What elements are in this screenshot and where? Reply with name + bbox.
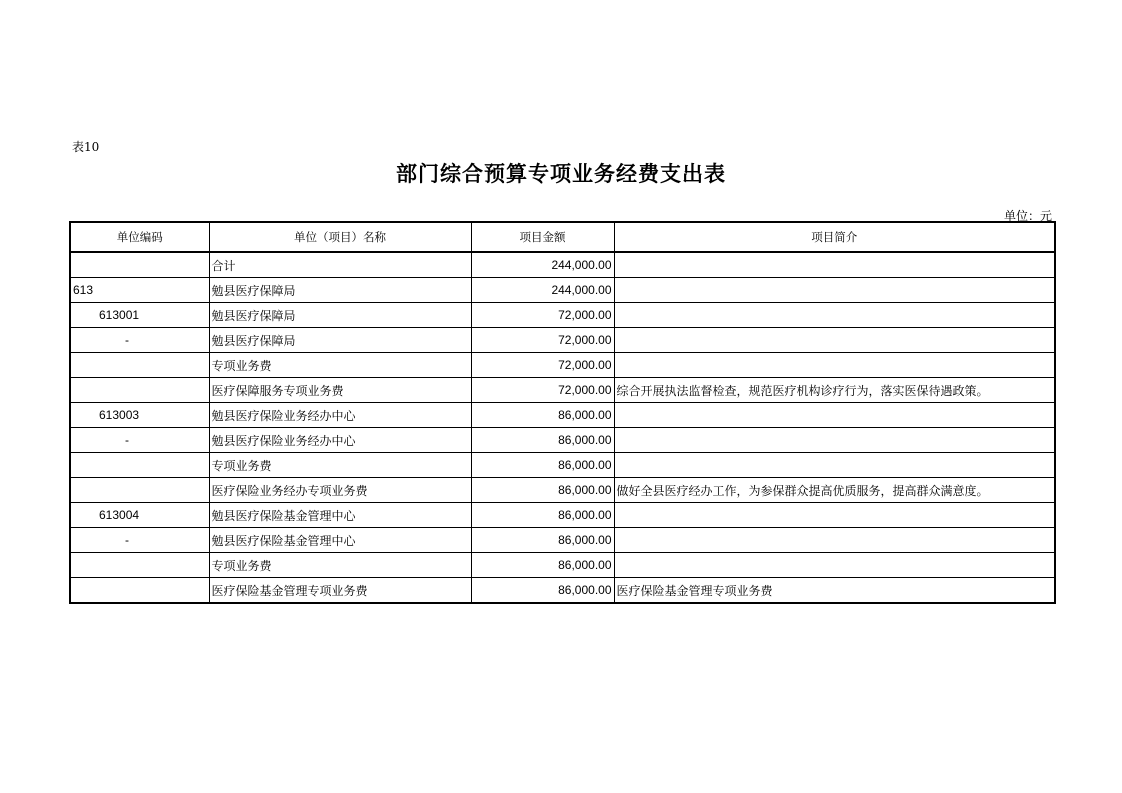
cell-amount: 72,000.00 bbox=[471, 353, 614, 378]
cell-unit-code: 613001 bbox=[70, 303, 209, 328]
page-title: 部门综合预算专项业务经费支出表 bbox=[396, 161, 726, 186]
table-label: 表10 bbox=[72, 140, 100, 154]
cell-description bbox=[614, 453, 1055, 478]
cell-unit-name: 勉县医疗保险业务经办中心 bbox=[209, 428, 471, 453]
table-row bbox=[70, 578, 1055, 604]
cell-unit-code bbox=[70, 553, 209, 578]
cell-unit-name: 专项业务费 bbox=[209, 553, 471, 578]
unit-label: 单位：元 bbox=[1003, 209, 1052, 223]
cell-unit-name: 勉县医疗保障局 bbox=[209, 278, 471, 303]
cell-unit-code bbox=[70, 453, 209, 478]
cell-unit-name: 勉县医疗保险基金管理中心 bbox=[209, 503, 471, 528]
cell-amount: 72,000.00 bbox=[471, 328, 614, 353]
cell-unit-name: 专项业务费 bbox=[209, 453, 471, 478]
column-header-description: 项目简介 bbox=[614, 222, 1055, 252]
column-header-unit-code: 单位编码 bbox=[70, 222, 209, 252]
cell-description bbox=[614, 503, 1055, 528]
table-row bbox=[70, 378, 1055, 403]
cell-unit-code bbox=[70, 353, 209, 378]
cell-description bbox=[614, 278, 1055, 303]
table-row bbox=[70, 403, 1055, 428]
cell-amount: 244,000.00 bbox=[471, 278, 614, 303]
table-row bbox=[70, 453, 1055, 478]
cell-amount: 86,000.00 bbox=[471, 453, 614, 478]
table-row bbox=[70, 252, 1055, 278]
cell-unit-code: 613 bbox=[70, 278, 209, 303]
cell-unit-name: 勉县医疗保障局 bbox=[209, 303, 471, 328]
cell-amount: 244,000.00 bbox=[471, 252, 614, 278]
table-row bbox=[70, 428, 1055, 453]
column-header-amount: 项目金额 bbox=[471, 222, 614, 252]
table-row bbox=[70, 303, 1055, 328]
cell-amount: 86,000.00 bbox=[471, 478, 614, 503]
cell-description bbox=[614, 403, 1055, 428]
table-row bbox=[70, 353, 1055, 378]
cell-description: 医疗保险基金管理专项业务费 bbox=[614, 578, 1055, 604]
cell-unit-code bbox=[70, 478, 209, 503]
cell-unit-code bbox=[70, 252, 209, 278]
table-row bbox=[70, 528, 1055, 553]
cell-unit-name: 勉县医疗保障局 bbox=[209, 328, 471, 353]
cell-description bbox=[614, 553, 1055, 578]
cell-description bbox=[614, 428, 1055, 453]
cell-unit-code: - bbox=[70, 328, 209, 353]
cell-description bbox=[614, 353, 1055, 378]
cell-unit-name: 合计 bbox=[209, 252, 471, 278]
table-row bbox=[70, 478, 1055, 503]
cell-unit-name: 医疗保险基金管理专项业务费 bbox=[209, 578, 471, 604]
cell-amount: 72,000.00 bbox=[471, 303, 614, 328]
table-row bbox=[70, 503, 1055, 528]
cell-description: 做好全县医疗经办工作，为参保群众提高优质服务，提高群众满意度。 bbox=[614, 478, 1055, 503]
table-row bbox=[70, 553, 1055, 578]
cell-amount: 86,000.00 bbox=[471, 578, 614, 604]
cell-amount: 72,000.00 bbox=[471, 378, 614, 403]
cell-unit-name: 医疗保险业务经办专项业务费 bbox=[209, 478, 471, 503]
cell-unit-code: 613004 bbox=[70, 503, 209, 528]
cell-unit-name: 勉县医疗保险业务经办中心 bbox=[209, 403, 471, 428]
cell-unit-code: - bbox=[70, 428, 209, 453]
cell-unit-name: 勉县医疗保险基金管理中心 bbox=[209, 528, 471, 553]
cell-description bbox=[614, 252, 1055, 278]
cell-amount: 86,000.00 bbox=[471, 403, 614, 428]
table-row bbox=[70, 328, 1055, 353]
cell-description bbox=[614, 528, 1055, 553]
cell-unit-code bbox=[70, 378, 209, 403]
cell-amount: 86,000.00 bbox=[471, 553, 614, 578]
table-row bbox=[70, 278, 1055, 303]
cell-unit-code bbox=[70, 578, 209, 604]
cell-amount: 86,000.00 bbox=[471, 428, 614, 453]
cell-description bbox=[614, 328, 1055, 353]
column-header-unit-name: 单位（项目）名称 bbox=[209, 222, 471, 252]
table-header-row bbox=[70, 222, 1055, 252]
cell-amount: 86,000.00 bbox=[471, 528, 614, 553]
cell-description bbox=[614, 303, 1055, 328]
budget-table bbox=[69, 221, 1056, 604]
cell-unit-name: 专项业务费 bbox=[209, 353, 471, 378]
cell-amount: 86,000.00 bbox=[471, 503, 614, 528]
cell-unit-code: 613003 bbox=[70, 403, 209, 428]
cell-unit-name: 医疗保障服务专项业务费 bbox=[209, 378, 471, 403]
cell-unit-code: - bbox=[70, 528, 209, 553]
cell-description: 综合开展执法监督检查，规范医疗机构诊疗行为，落实医保待遇政策。 bbox=[614, 378, 1055, 403]
